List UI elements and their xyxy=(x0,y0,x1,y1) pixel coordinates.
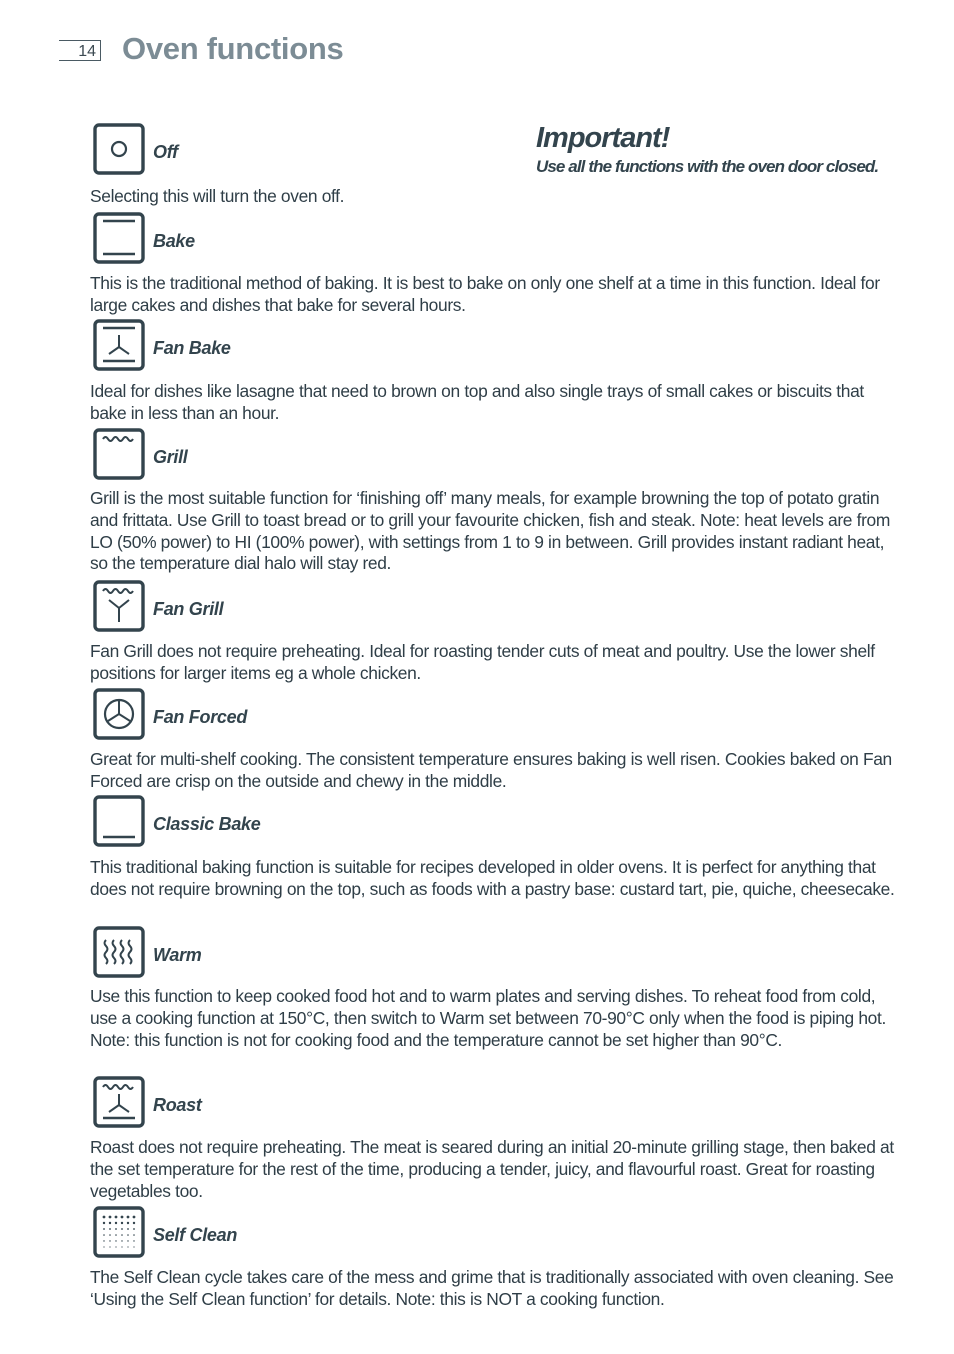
page-title: Oven functions xyxy=(122,31,344,66)
function-description: Roast does not require preheating. The meat is seared during an initial 20-minute grilling stage, then baked at the set temperature for the rest of the time, producing a tender, juicy, and flavourful roast. Great for roasting vegetables too. xyxy=(90,1137,894,1201)
function-description: Great for multi-shelf cooking. The consistent temperature ensures baking is well risen. Cookies baked on Fan Forced are crisp on the outside and chewy in the middle. xyxy=(90,749,892,791)
fan-forced-icon xyxy=(93,688,145,740)
function-name: Off xyxy=(153,142,178,162)
function-self-clean xyxy=(90,1206,910,1311)
function-name: Roast xyxy=(153,1095,202,1115)
function-description: This traditional baking function is suitable for recipes developed in older ovens. It is perfect for anything that does not require browning on the top, such as foods with a pastry base: custard tart, pie, quiche, cheesecake. xyxy=(90,857,895,899)
function-description: Ideal for dishes like lasagne that need to brown on top and also single trays of small cakes or biscuits that bake in less than an hour. xyxy=(90,381,864,423)
function-description: Use this function to keep cooked food hot and to warm plates and serving dishes. To reheat food from cold, use a cooking function at 150°C, then switch to Warm set between 70-90°C only when the food is piping hot. Note: this function is not for cooking food and the temperature cannot be set higher than 90°C. xyxy=(90,986,886,1050)
page-number: 14 xyxy=(59,40,101,61)
function-bake xyxy=(90,212,910,317)
function-warm xyxy=(90,926,910,1051)
function-description: This is the traditional method of baking. It is best to bake on only one shelf at a time in this function. Ideal for large cakes and dishes that bake for several hours. xyxy=(90,273,880,315)
fan-bake-icon xyxy=(93,319,145,371)
function-name: Warm xyxy=(153,945,202,965)
function-name: Fan Grill xyxy=(153,599,224,619)
important-text: Use all the functions with the oven door closed. xyxy=(536,157,879,176)
fan-grill-icon xyxy=(93,580,145,632)
function-off xyxy=(90,123,910,208)
important-heading: Important! xyxy=(536,122,670,154)
function-name: Classic Bake xyxy=(153,814,261,834)
function-fan-bake xyxy=(90,319,910,425)
bake-icon xyxy=(93,212,145,264)
function-fan-grill xyxy=(90,580,910,685)
classic-bake-icon xyxy=(93,795,145,847)
function-description: The Self Clean cycle takes care of the mess and grime that is traditionally associated with oven cleaning. See ‘Using the Self Clean function’ for details. Note: this is NOT a cooking function. xyxy=(90,1267,894,1309)
roast-icon xyxy=(93,1076,145,1128)
function-description: Selecting this will turn the oven off. xyxy=(90,186,345,206)
function-roast xyxy=(90,1076,910,1202)
function-name: Fan Bake xyxy=(153,338,231,358)
function-name: Fan Forced xyxy=(153,707,248,727)
function-name: Bake xyxy=(153,231,195,251)
off-icon xyxy=(93,123,145,175)
self-clean-icon xyxy=(93,1206,145,1258)
function-description: Grill is the most suitable function for ‘finishing off’ many meals, for example browning the top of potato gratin and frittata. Use Grill to toast bread or to grill your favourite chicken, fish and steak. Note: heat levels are from LO (50% power) to HI (100% power), with settings from 1 to 9 in between. Grill provides instant radiant heat, so the temperature dial halo will stay red. xyxy=(90,488,890,574)
grill-icon xyxy=(93,428,145,480)
function-name: Grill xyxy=(153,447,188,467)
function-fan-forced xyxy=(90,688,910,793)
function-name: Self Clean xyxy=(153,1225,238,1245)
function-description: Fan Grill does not require preheating. Ideal for roasting tender cuts of meat and poultry. Use the lower shelf positions for larger items eg a whole chicken. xyxy=(90,641,875,683)
warm-icon xyxy=(93,926,145,978)
function-grill xyxy=(90,428,910,575)
function-classic-bake xyxy=(90,795,910,901)
